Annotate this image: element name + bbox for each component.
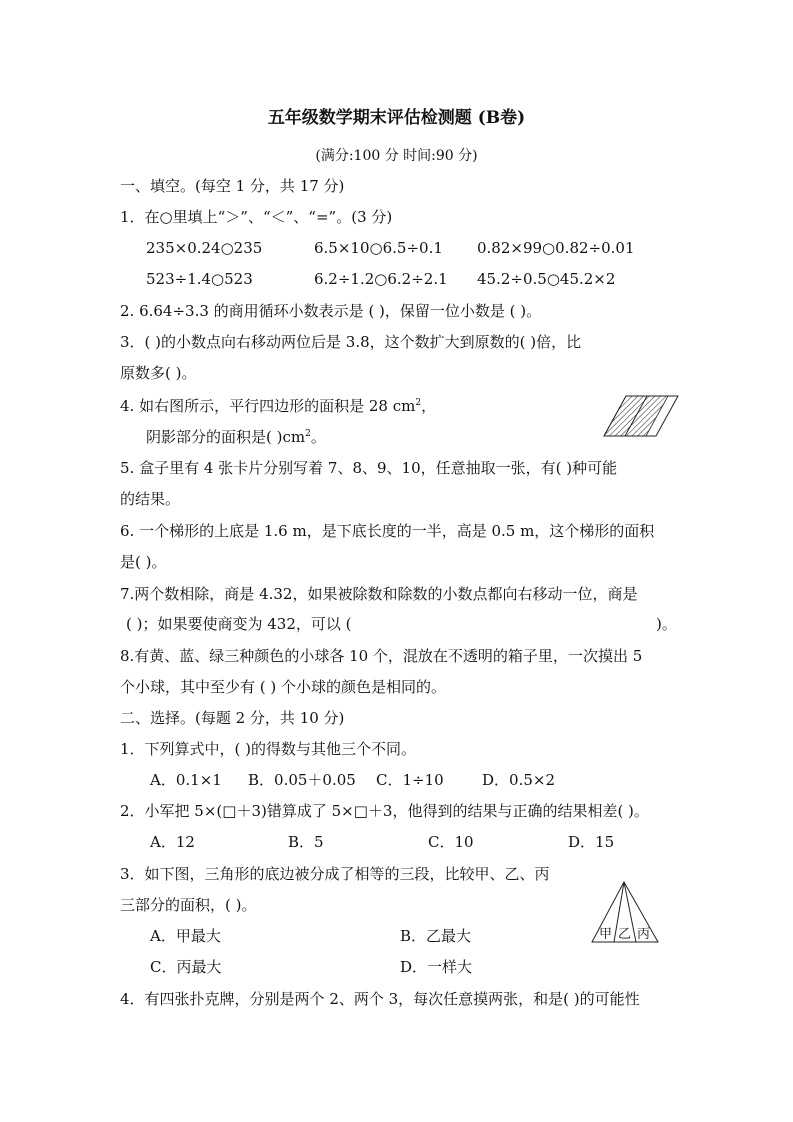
parallelogram-figure bbox=[600, 394, 680, 438]
q2-1-option: C．1÷10 bbox=[376, 771, 444, 789]
label-yi: 乙 bbox=[618, 927, 632, 942]
q2-2-option: A．12 bbox=[150, 833, 195, 851]
q1-6-line2: 是( )。 bbox=[120, 553, 167, 571]
q2-1-option: D．0.5×2 bbox=[482, 771, 555, 789]
q1-5-line1: 5. 盒子里有 4 张卡片分别写着 7、8、9、10，任意抽取一张，有( )种可能 bbox=[120, 459, 618, 477]
q1-3-line2: 原数多( )。 bbox=[120, 364, 197, 382]
label-bing: 丙 bbox=[637, 927, 651, 942]
q1-8-line1: 8.有黄、蓝、绿三种颜色的小球各 10 个，混放在不透明的箱子里，一次摸出 5 bbox=[120, 647, 643, 665]
q2-2-option: C．10 bbox=[428, 833, 474, 851]
q1-3-line1: 3．( )的小数点向右移动两位后是 3.8，这个数扩大到原数的( )倍，比 bbox=[120, 333, 582, 351]
q1-7-line1: 7.两个数相除，商是 4.32，如果被除数和除数的小数点都向右移动一位，商是 bbox=[120, 585, 638, 603]
q2-3-option: D．一样大 bbox=[400, 958, 473, 976]
q1-6-line1: 6. 一个梯形的上底是 1.6 m，是下底长度的一半，高是 0.5 m，这个梯形的面积 bbox=[120, 522, 655, 540]
q2-2-option: B．5 bbox=[288, 833, 324, 851]
page-title: 五年级数学期末评估检测题 (B卷) bbox=[267, 108, 526, 128]
q2-1-text: 1．下列算式中，( )的得数与其他三个不同。 bbox=[120, 740, 417, 758]
q2-4-text: 4．有四张扑克牌，分别是两个 2、两个 3，每次任意摸两张，和是( )的可能性 bbox=[120, 990, 640, 1008]
q2-1-option: A．0.1×1 bbox=[150, 771, 222, 789]
q2-3-option: B．乙最大 bbox=[400, 927, 472, 945]
triangle-figure bbox=[590, 880, 660, 944]
q1-7-line2-a: ( )；如果要使商变为 432，可以 ( bbox=[126, 615, 352, 633]
section1-heading: 一、填空。(每空 1 分，共 17 分) bbox=[120, 177, 345, 195]
q2-3-option: A．甲最大 bbox=[150, 927, 221, 945]
q2-3-line1: 3．如下图，三角形的底边被分成了相等的三段，比较甲、乙、丙 bbox=[120, 865, 550, 883]
q1-1-item: 235×0.24○235 bbox=[146, 239, 263, 257]
q1-1-item: 45.2÷0.5○45.2×2 bbox=[477, 270, 616, 288]
q2-1-option: B．0.05＋0.05 bbox=[248, 771, 356, 789]
q1-1-text: 1．在○里填上“＞”、“＜”、“=”。(3 分) bbox=[120, 208, 393, 226]
label-jia: 甲 bbox=[599, 927, 613, 942]
page-subtitle: (满分:100 分 时间:90 分) bbox=[315, 148, 478, 164]
q2-3-option: C．丙最大 bbox=[150, 958, 222, 976]
q1-1-item: 523÷1.4○523 bbox=[146, 270, 253, 288]
q1-1-item: 0.82×99○0.82÷0.01 bbox=[477, 239, 635, 257]
q1-4-line1: 4. 如右图所示，平行四边形的面积是 28 $cm^2$， bbox=[120, 397, 437, 415]
q2-2-text: 2．小军把 5×(□＋3)错算成了 5×□＋3，他得到的结果与正确的结果相差( )。 bbox=[120, 802, 649, 820]
q2-2-option: D．15 bbox=[568, 833, 615, 851]
q1-1-item: 6.2÷1.2○6.2÷2.1 bbox=[314, 270, 448, 288]
q1-8-line2: 个小球，其中至少有 ( ) 个小球的颜色是相同的。 bbox=[120, 678, 447, 696]
q1-5-line2: 的结果。 bbox=[120, 490, 181, 508]
section2-heading: 二、选择。(每题 2 分，共 10 分) bbox=[120, 709, 345, 727]
q1-1-item: 6.5×10○6.5÷0.1 bbox=[314, 239, 443, 257]
q1-2-text: 2. 6.64÷3.3 的商用循环小数表示是 ( )，保留一位小数是 ( )。 bbox=[120, 302, 542, 320]
q1-7-line2-b: )。 bbox=[656, 615, 677, 633]
q2-3-line2: 三部分的面积，( )。 bbox=[120, 896, 257, 914]
q1-4-line2: 阴影部分的面积是( )$cm^2$。 bbox=[146, 428, 326, 446]
